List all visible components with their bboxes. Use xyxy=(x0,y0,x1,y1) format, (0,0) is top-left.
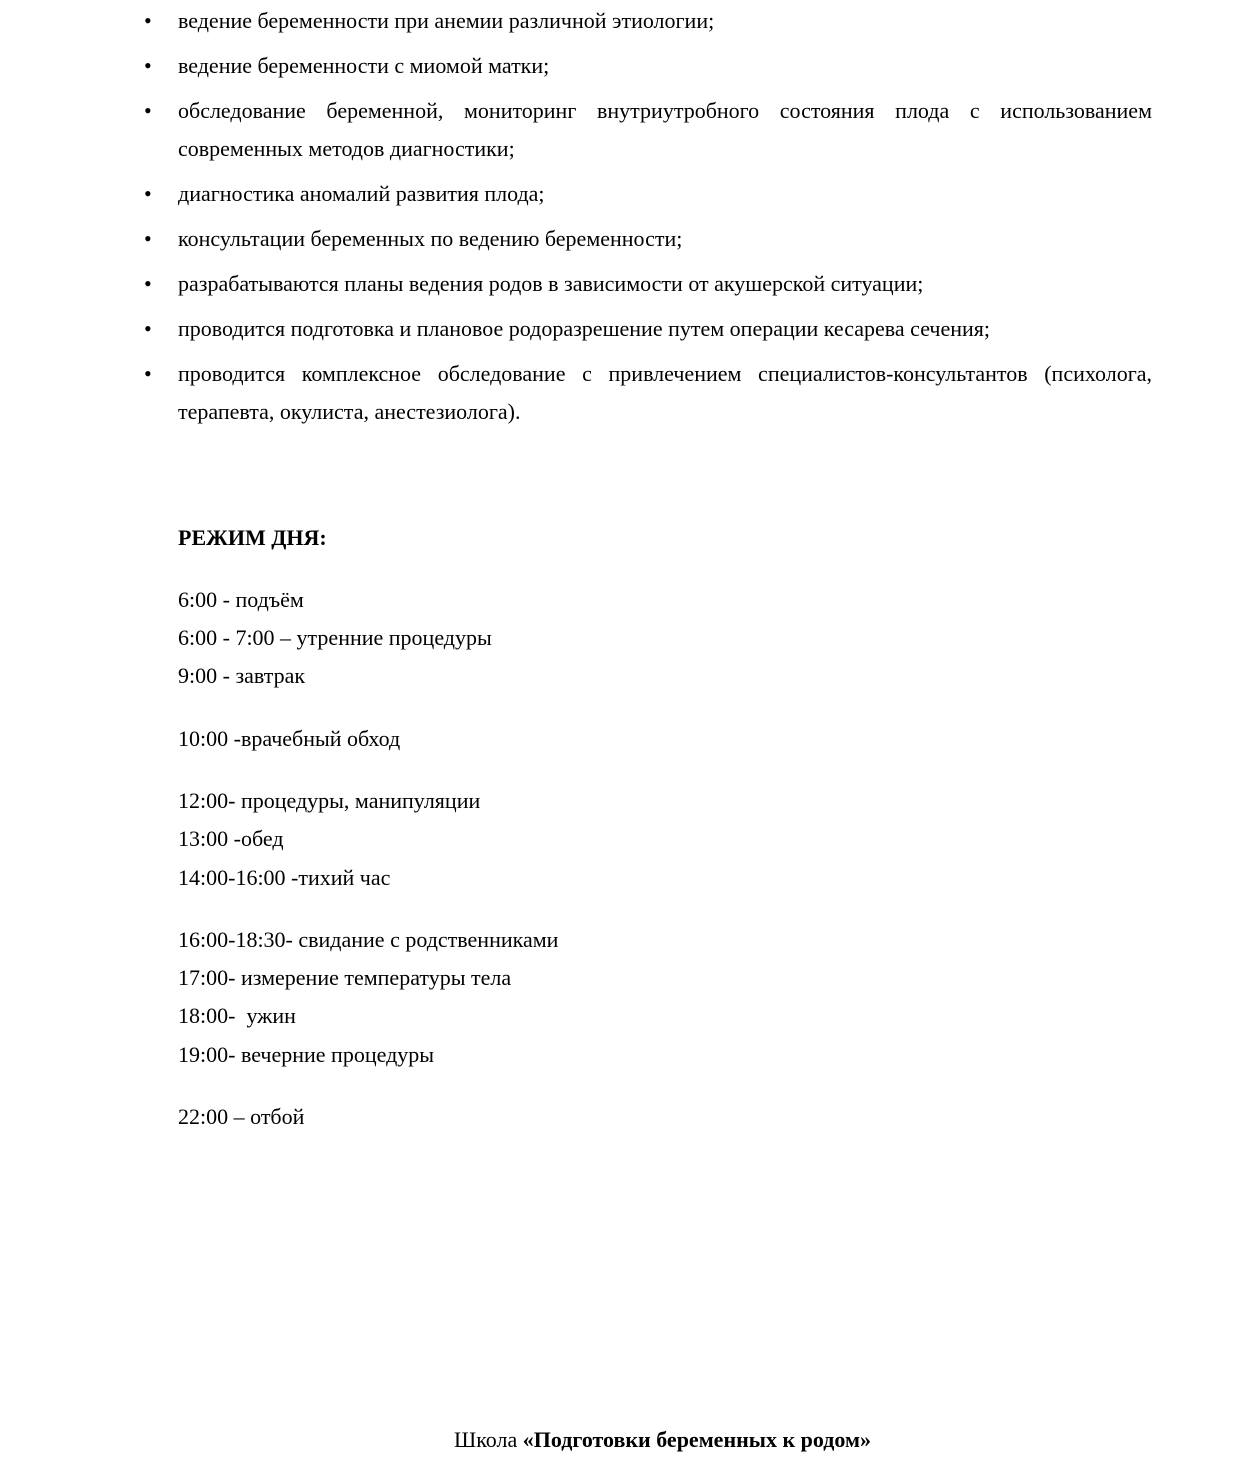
bullet-icon: • xyxy=(144,98,152,123)
schedule-item: 12:00- процедуры, манипуляции xyxy=(178,788,481,813)
schedule-item: 17:00- измерение температуры тела xyxy=(178,965,512,990)
bullet-icon: • xyxy=(144,8,152,33)
list-item xyxy=(144,355,1152,431)
list-item-text: диагностика аномалий развития плода; xyxy=(178,181,545,206)
schedule-item: 14:00-16:00 -тихий час xyxy=(178,865,391,890)
list-item xyxy=(144,310,1152,348)
services-list xyxy=(144,2,1152,438)
footer-school-name: «Подготовки беременных к родом» xyxy=(522,1427,871,1452)
bullet-icon: • xyxy=(144,271,152,296)
schedule-item: 16:00-18:30- свидание с родственниками xyxy=(178,927,559,952)
list-item-text: разрабатываются планы ведения родов в зависимости от акушерской ситуации; xyxy=(178,271,924,296)
schedule-item: 18:00- ужин xyxy=(178,1003,296,1028)
list-item xyxy=(144,47,1152,85)
bullet-icon: • xyxy=(144,181,152,206)
bullet-icon: • xyxy=(144,361,152,386)
list-item-text: консультации беременных по ведению беременности; xyxy=(178,226,683,251)
list-item-text: ведение беременности при анемии различной этиологии; xyxy=(178,8,715,33)
schedule-item: 13:00 -обед xyxy=(178,826,284,851)
schedule-item: 9:00 - завтрак xyxy=(178,663,306,688)
bullet-icon: • xyxy=(144,226,152,251)
list-item xyxy=(144,175,1152,213)
schedule-item: 10:00 -врачебный обход xyxy=(178,726,401,751)
schedule-item: 6:00 - 7:00 – утренние процедуры xyxy=(178,625,492,650)
schedule-heading: РЕЖИМ ДНЯ: xyxy=(178,525,327,550)
bullet-icon: • xyxy=(144,53,152,78)
list-item xyxy=(144,2,1152,40)
footer-prefix: Школа xyxy=(454,1427,523,1452)
schedule-item: 22:00 – отбой xyxy=(178,1104,305,1129)
schedule-item: 6:00 - подъём xyxy=(178,587,304,612)
schedule-item: 19:00- вечерние процедуры xyxy=(178,1042,435,1067)
bullet-icon: • xyxy=(144,316,152,341)
list-item xyxy=(144,92,1152,168)
list-item-text: обследование беременной, мониторинг внутриутробного состояния плода с использованием современных методов диагностики; xyxy=(178,98,1152,161)
list-item xyxy=(144,265,1152,303)
list-item-text: ведение беременности с миомой матки; xyxy=(178,53,550,78)
list-item xyxy=(144,220,1152,258)
page-footer xyxy=(0,1421,1240,1459)
list-item-text: проводится комплексное обследование с привлечением специалистов-консультантов (психолога, терапевта, окулиста, анестезиолога). xyxy=(178,361,1152,424)
list-item-text: проводится подготовка и плановое родоразрешение путем операции кесарева сечения; xyxy=(178,316,991,341)
